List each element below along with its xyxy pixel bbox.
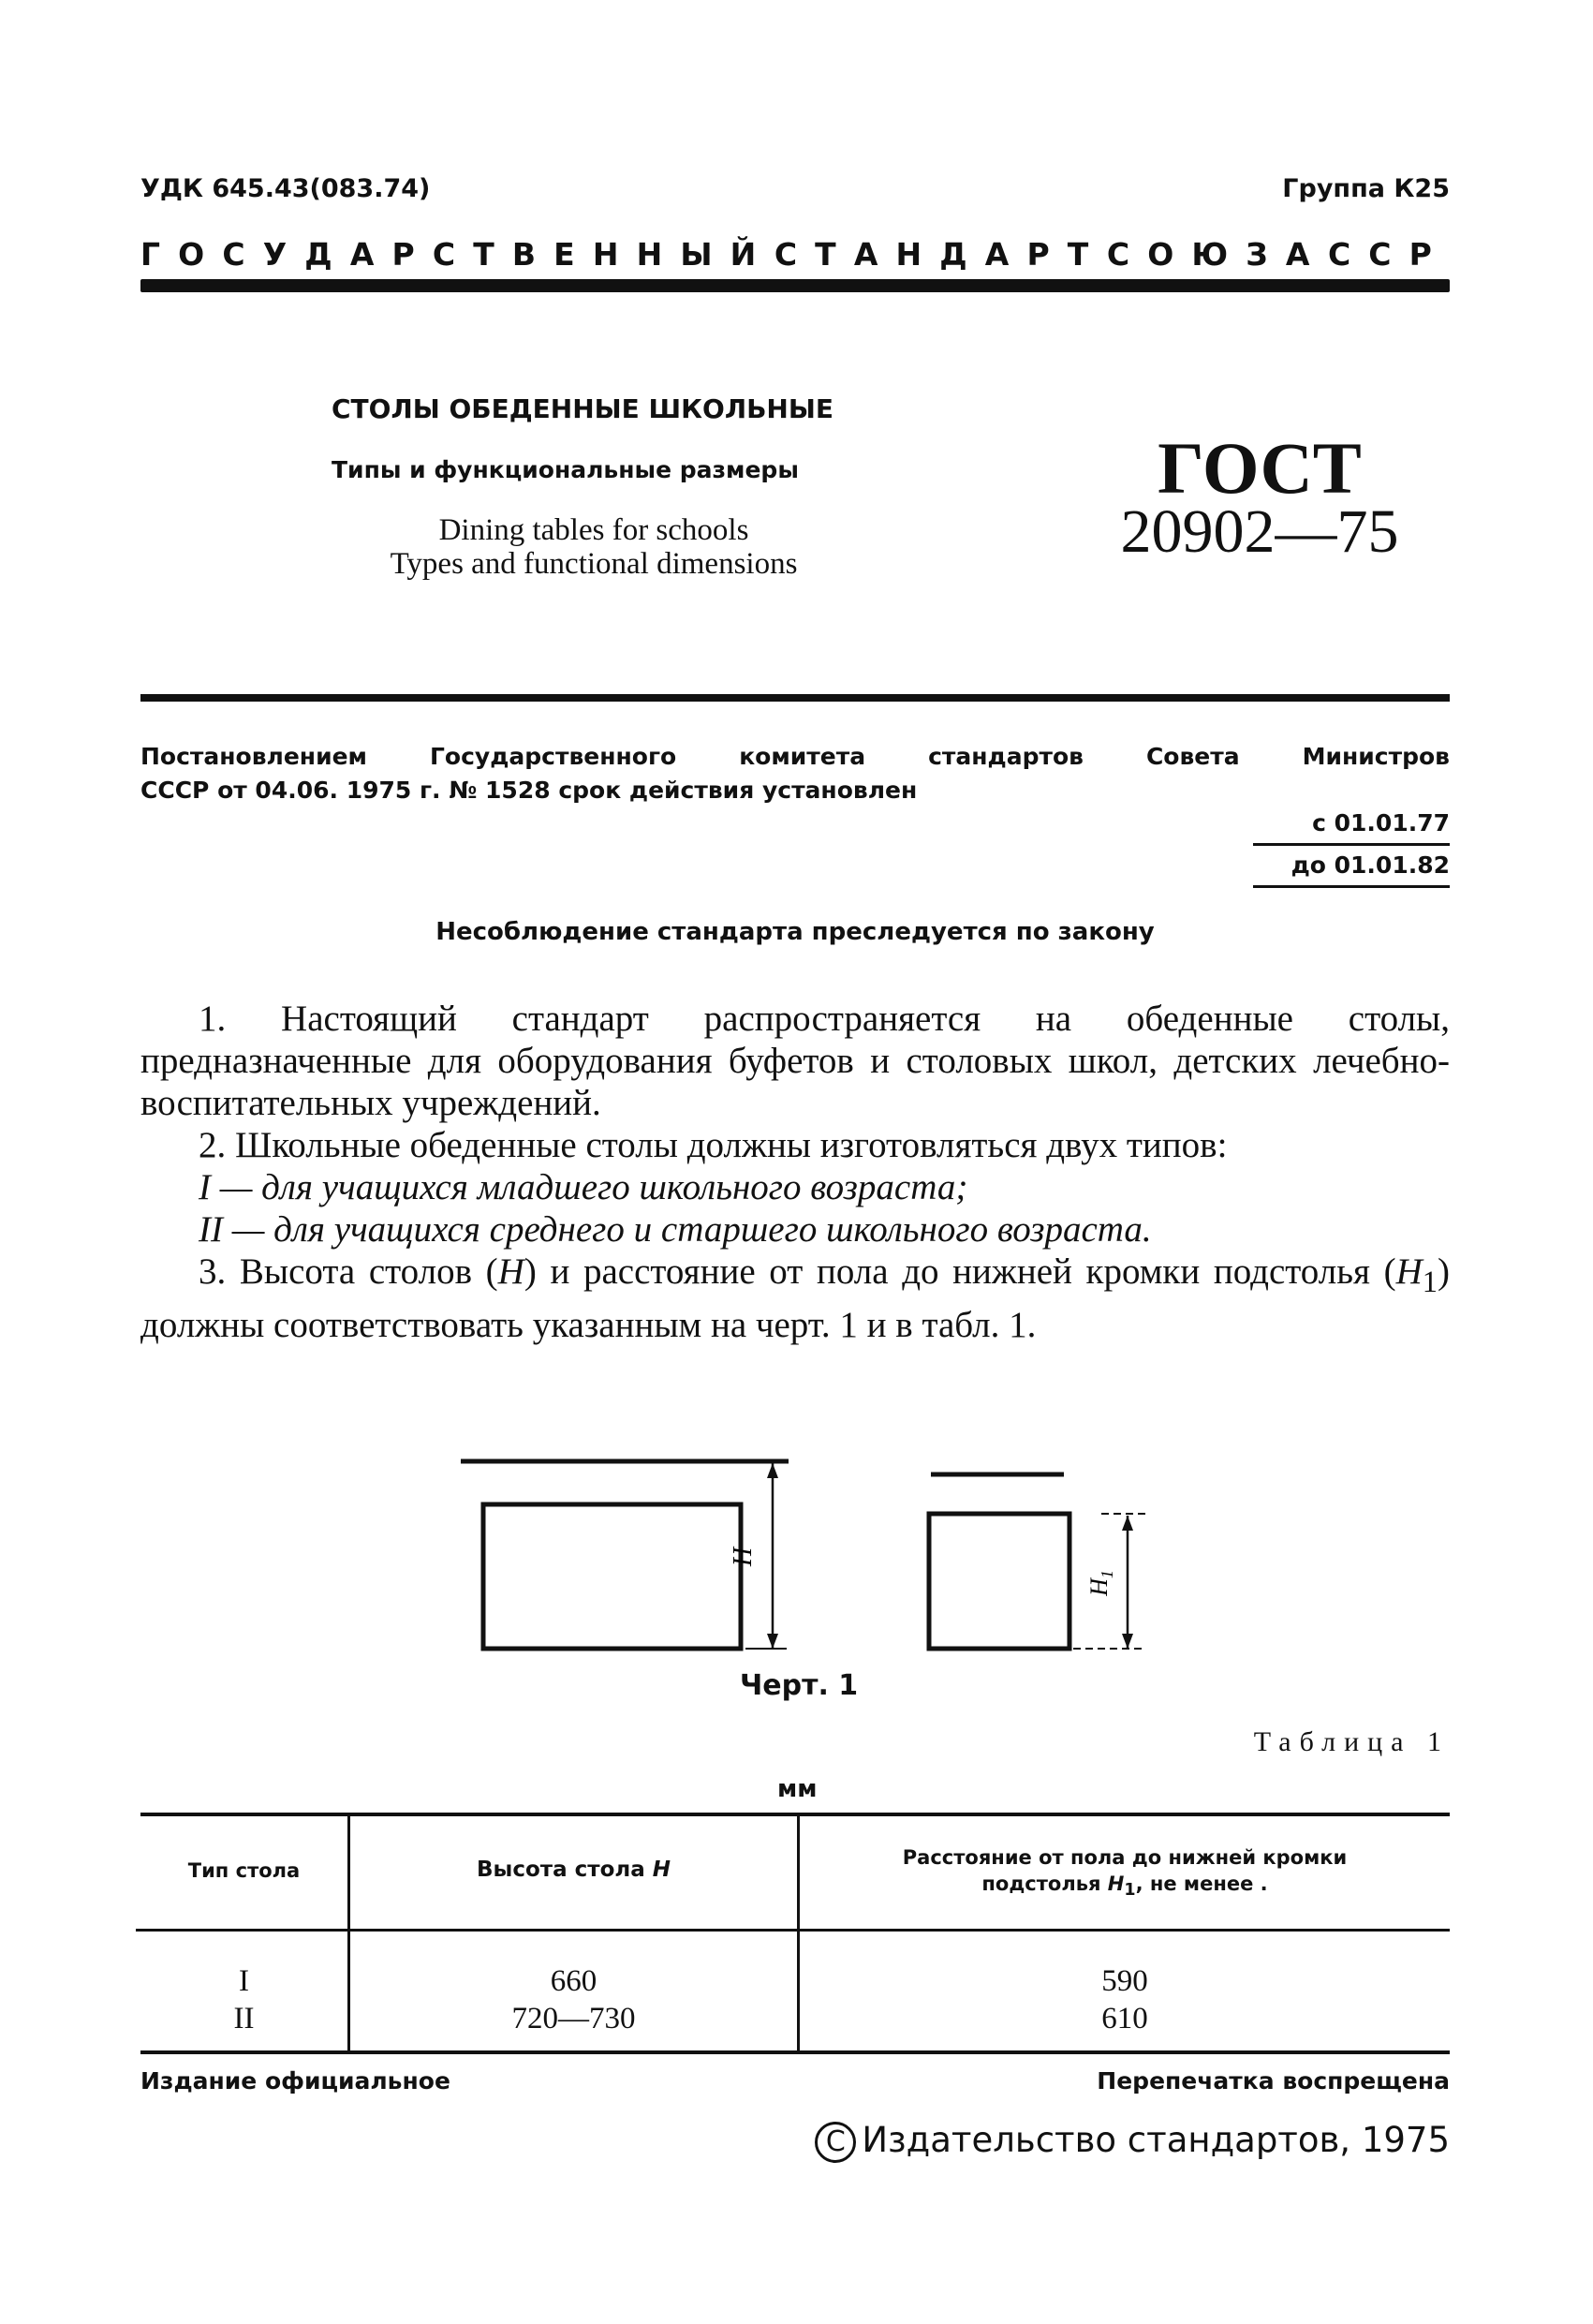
label-h1-sub: 1 xyxy=(1098,1570,1116,1579)
group-code: Группа К25 xyxy=(1282,174,1450,203)
dimension-arrow xyxy=(767,1634,778,1649)
p3-text-a: 3. Высота столов ( xyxy=(199,1251,498,1292)
cell-type: II xyxy=(233,2002,255,2035)
table-header-rule xyxy=(136,1929,1450,1932)
table-caption: Таблица 1 xyxy=(1253,1726,1450,1757)
official-edition: Издание официальное xyxy=(140,2067,450,2095)
heading-word: СОЮЗА xyxy=(1106,236,1328,273)
drawing-1 xyxy=(450,1452,1161,1658)
p3-text-c: ) должны соответствовать указанным на черт. 1 и в табл. 1. xyxy=(140,1251,1451,1345)
paragraph-3 xyxy=(140,1251,1450,1346)
table-1 xyxy=(140,1813,1450,2058)
type-2-description: II — для учащихся среднего и старшего школьного возраста. xyxy=(199,1209,1152,1250)
label-h1-var: H xyxy=(1085,1578,1113,1596)
dimension-arrow xyxy=(767,1463,778,1478)
label-h1 xyxy=(1085,1570,1116,1597)
table-row xyxy=(350,1962,797,2037)
header-distance-line1: Расстояние от пола до нижней кромки xyxy=(902,1846,1348,1869)
header-distance-line2 xyxy=(800,1871,1450,1903)
copyright-icon: C xyxy=(815,2122,856,2163)
heading-word: СТАНДАРТ xyxy=(774,236,1107,273)
title-en-line: Types and functional dimensions xyxy=(390,547,798,581)
heading-word: ГОСУДАРСТВЕННЫЙ xyxy=(140,236,774,273)
gost-number: 20902—75 xyxy=(1120,497,1399,566)
header-height xyxy=(350,1858,797,1882)
title-en-line: Dining tables for schools xyxy=(438,513,749,547)
valid-from: с 01.01.77 xyxy=(1253,807,1450,846)
p3-var-h1: H xyxy=(1395,1251,1423,1292)
decree-line-1: Постановлением Государственного комитета стандартов Совета Министров xyxy=(140,743,1450,770)
p3-sub: 1 xyxy=(1422,1265,1438,1299)
copyright-text: Издательство стандартов, 1975 xyxy=(862,2120,1450,2160)
table-units: мм xyxy=(777,1775,818,1803)
body-text xyxy=(140,998,1450,1346)
decree-line-2: СССР от 04.06. 1975 г. № 1528 срок действия установлен xyxy=(140,777,918,804)
penalty-note: Несоблюдение стандарта преследуется по закону xyxy=(435,918,1155,946)
paragraph-2: 2. Школьные обеденные столы должны изготовляться двух типов: xyxy=(199,1125,1228,1165)
paragraph-1: 1. Настоящий стандарт распространяется на обеденные столы, предназначенные для оборудования буфетов и столовых школ, детских лечебно-воспитательных учреждений. xyxy=(140,999,1450,1123)
dimension-arrow xyxy=(1122,1634,1133,1649)
header-height-text: Высота стола xyxy=(476,1858,645,1882)
header-distance-var: H xyxy=(1107,1873,1125,1895)
header-distance-suffix: , не менее . xyxy=(1135,1873,1268,1895)
dimension-arrow xyxy=(1122,1516,1133,1531)
valid-to: до 01.01.82 xyxy=(1253,850,1450,888)
gost-label: ГОСТ xyxy=(1158,427,1362,509)
header-divider xyxy=(140,279,1450,292)
table-body-rect xyxy=(483,1504,741,1649)
validity-period xyxy=(1253,807,1450,888)
p3-text-b: ) и расстояние от пола до нижней кромки подстолья ( xyxy=(524,1251,1396,1292)
udk-code: УДК 645.43(083.74) xyxy=(140,174,431,203)
cell-distance: 590 xyxy=(1101,1964,1148,1998)
label-h: H xyxy=(729,1547,758,1567)
cell-type: I xyxy=(239,1964,249,1998)
type-1-description: I — для учащихся младшего школьного возраста; xyxy=(199,1167,968,1207)
title-en xyxy=(332,513,856,581)
copyright xyxy=(815,2120,1450,2163)
state-standard-heading xyxy=(140,236,1450,273)
title-ru: СТОЛЫ ОБЕДЕННЫЕ ШКОЛЬНЫЕ xyxy=(332,393,834,424)
cell-distance: 610 xyxy=(1101,2002,1148,2035)
table-row xyxy=(140,1962,347,2037)
table-top-rule xyxy=(140,1813,1450,1816)
header-type: Тип стола xyxy=(187,1859,301,1882)
table-bottom-rule xyxy=(140,2050,1450,2054)
header-distance xyxy=(800,1844,1450,1903)
header-distance-text: подстолья xyxy=(981,1873,1101,1895)
table-body-rect xyxy=(929,1514,1069,1649)
table-row xyxy=(800,1962,1450,2037)
figure-caption: Черт. 1 xyxy=(740,1669,859,1702)
cell-height: 720—730 xyxy=(511,2002,636,2035)
cell-height: 660 xyxy=(550,1964,597,1998)
heading-word: ССР xyxy=(1327,236,1450,273)
title-divider xyxy=(140,694,1450,702)
header-height-var: H xyxy=(652,1858,671,1882)
subtitle-ru: Типы и функциональные размеры xyxy=(332,456,799,483)
reprint-prohibited: Перепечатка воспрещена xyxy=(1097,2067,1450,2095)
p3-var-h: H xyxy=(497,1251,524,1292)
header-distance-sub: 1 xyxy=(1124,1881,1136,1901)
